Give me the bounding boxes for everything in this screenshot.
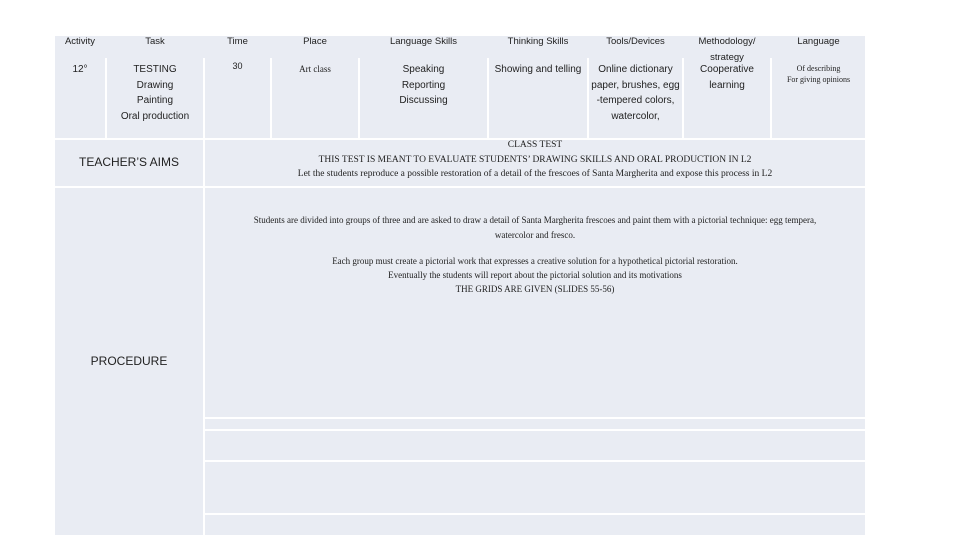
aims-subtitle: THIS TEST IS MEANT TO EVALUATE STUDENTS’ DRAWING SKILLS AND ORAL PRODUCTION IN L2: [318, 154, 752, 165]
row-tools: [589, 62, 682, 124]
methodology-line-2: learning: [709, 79, 745, 91]
row-language: [772, 63, 865, 85]
header-language: Language: [797, 36, 840, 47]
header-task: Task: [145, 36, 165, 47]
procedure-empty-row-3: [205, 462, 865, 513]
language-skill-1: Speaking: [402, 64, 445, 75]
procedure-label: PROCEDURE: [90, 354, 168, 368]
row-time: 30: [232, 61, 243, 71]
header-language-skills: Language Skills: [389, 36, 458, 47]
row-task: [107, 62, 203, 124]
language-line-2: For giving opinions: [786, 75, 851, 84]
row-place: Art class: [299, 64, 331, 74]
header-tools-devices: Tools/Devices: [606, 36, 665, 47]
task-line-1: TESTING: [133, 64, 177, 75]
aims-text: Let the students reproduce a possible restoration of a detail of the frescoes of Santa Margherita and expose this process in L2: [297, 169, 773, 179]
procedure-empty-row-1: [205, 419, 865, 429]
task-line-4: Oral production: [120, 110, 190, 122]
procedure-empty-row-4: [205, 515, 865, 535]
procedure-paragraph-1: [205, 213, 865, 243]
row-thinking-skills: Showing and telling: [494, 64, 582, 75]
row-language-skills: [360, 62, 487, 109]
methodology-line-1: Cooperative: [700, 64, 754, 75]
procedure-para2-line-1: Each group must create a pictorial work that expresses a creative solution for a hypothetical pictorial restoration.: [332, 256, 738, 266]
header-activity: Activity: [64, 36, 96, 47]
header-time: Time: [227, 36, 248, 47]
row-activity: 12°: [72, 64, 88, 75]
procedure-para1-line-2: watercolor and fresco.: [494, 230, 576, 240]
language-skill-2: Reporting: [401, 79, 446, 91]
procedure-empty-row-2: [205, 431, 865, 460]
tool-line-2: paper, brushes, egg: [591, 79, 680, 91]
tool-line-1: Online dictionary: [598, 64, 673, 75]
aims-title: CLASS TEST: [507, 140, 563, 150]
procedure-para2-line-3: THE GRIDS ARE GIVEN (SLIDES 55-56): [455, 284, 615, 294]
procedure-paragraph-2: [205, 254, 865, 296]
task-line-2: Drawing: [136, 79, 174, 91]
header-place: Place: [303, 36, 327, 47]
aims-content: [205, 138, 865, 182]
language-skill-3: Discussing: [399, 95, 448, 106]
language-line-1: Of describing: [796, 64, 841, 73]
task-line-3: Painting: [136, 95, 174, 106]
tool-line-3: -tempered colors,: [596, 95, 675, 106]
header-thinking-skills: Thinking Skills: [507, 36, 569, 47]
row-methodology: [684, 62, 770, 93]
procedure-para1-line-1: Students are divided into groups of three and are asked to draw a detail of Santa Margherita frescoes and paint them with a pictorial technique: egg tempera,: [253, 215, 817, 225]
header-methodology: [684, 34, 770, 65]
header-methodology-line-2: strategy: [710, 51, 744, 63]
tool-line-4: watercolor,: [611, 110, 660, 122]
aims-label: TEACHER’S AIMS: [78, 155, 180, 169]
procedure-para2-line-2: Eventually the students will report about the pictorial solution and its motivations: [388, 270, 682, 280]
header-methodology-line-1: Methodology/: [698, 36, 756, 47]
